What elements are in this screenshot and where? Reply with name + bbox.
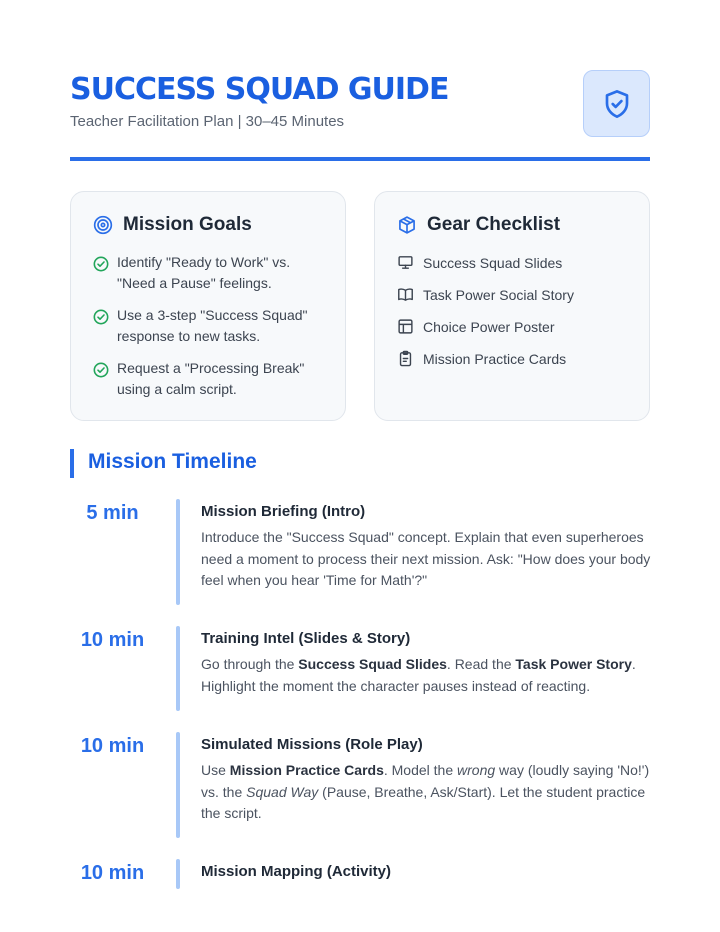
gear-checklist-title: Gear Checklist	[427, 214, 561, 235]
text-run: Use	[201, 762, 230, 778]
gear-checklist-header	[397, 214, 560, 236]
check-circle-icon	[93, 362, 109, 378]
page-title: SUCCESS SQUAD GUIDE	[70, 72, 449, 107]
gear-item	[397, 254, 562, 271]
monitor-icon	[397, 254, 414, 271]
timeline-step-desc	[201, 527, 656, 592]
shield-badge	[583, 70, 650, 137]
goal-text: Identify "Ready to Work" vs. "Need a Pause" feelings.	[117, 254, 291, 291]
text-run: way (loudly saying 'No!') vs. the	[201, 762, 650, 800]
section-accent-bar	[70, 449, 74, 478]
emphasis-bold: Success Squad Slides	[298, 656, 447, 672]
timeline-line	[176, 499, 180, 605]
header	[70, 70, 650, 160]
mission-goals-header	[93, 214, 252, 236]
goal-item	[93, 358, 322, 400]
text-run: . Highlight the moment the character pauses instead of reacting.	[201, 656, 636, 694]
book-icon	[397, 286, 414, 303]
mission-goals-title: Mission Goals	[123, 214, 252, 235]
timeline-step-title: Training Intel (Slides & Story)	[201, 630, 411, 647]
timeline-step-time: 10 min	[80, 735, 145, 757]
timeline-line	[176, 626, 180, 711]
timeline-line	[176, 732, 180, 838]
gear-item-label: Mission Practice Cards	[423, 350, 567, 367]
goal-text: Request a "Processing Break" using a calm script.	[117, 360, 305, 397]
layout-icon	[397, 318, 414, 335]
gear-checklist-card	[374, 191, 650, 421]
shield-check-icon	[601, 88, 633, 120]
text-run: . Model the	[383, 762, 458, 778]
box-icon	[397, 215, 417, 235]
timeline-step-time: 10 min	[80, 629, 145, 651]
timeline-step-desc	[201, 654, 656, 697]
emphasis-italic: Squad Way	[246, 783, 319, 800]
clipboard-icon	[397, 350, 414, 367]
gear-item-label: Task Power Social Story	[423, 286, 574, 303]
target-icon	[93, 215, 113, 235]
emphasis-bold: Task Power Story	[515, 656, 632, 672]
gear-item-label: Success Squad Slides	[423, 254, 563, 271]
text-run: Go through the	[201, 656, 299, 672]
goal-item	[93, 252, 322, 294]
text-run: (Pause, Breathe, Ask/Start). Let the student practice the script.	[201, 783, 646, 821]
timeline-section-title: Mission Timeline	[88, 450, 257, 473]
check-circle-icon	[93, 256, 109, 272]
emphasis-italic: wrong	[457, 762, 496, 778]
gear-item	[397, 350, 566, 367]
goal-text: Use a 3-step "Success Squad" response to new tasks.	[117, 307, 308, 344]
timeline-step-time: 5 min	[86, 502, 139, 524]
text-run: . Read the	[446, 656, 516, 672]
timeline-step-desc	[201, 760, 656, 825]
page-subtitle: Teacher Facilitation Plan | 30–45 Minutes	[70, 113, 345, 130]
text-run: Introduce the "Success Squad" concept. Explain that even superheroes need a moment to process their next mission. Ask: "How does your body feel when you hear 'Time for Math'?"	[201, 529, 651, 588]
goal-item	[93, 305, 322, 347]
mission-goals-card	[70, 191, 346, 421]
emphasis-bold: Mission Practice Cards	[229, 762, 384, 778]
gear-item-label: Choice Power Poster	[423, 318, 555, 335]
timeline-step-title: Mission Briefing (Intro)	[201, 503, 366, 520]
timeline-step-title: Mission Mapping (Activity)	[201, 863, 392, 880]
header-divider	[70, 157, 650, 161]
gear-item	[397, 286, 574, 303]
timeline-step-title: Simulated Missions (Role Play)	[201, 736, 423, 753]
timeline-step-time: 10 min	[80, 862, 145, 884]
timeline-line	[176, 859, 180, 889]
gear-item	[397, 318, 555, 335]
check-circle-icon	[93, 309, 109, 325]
